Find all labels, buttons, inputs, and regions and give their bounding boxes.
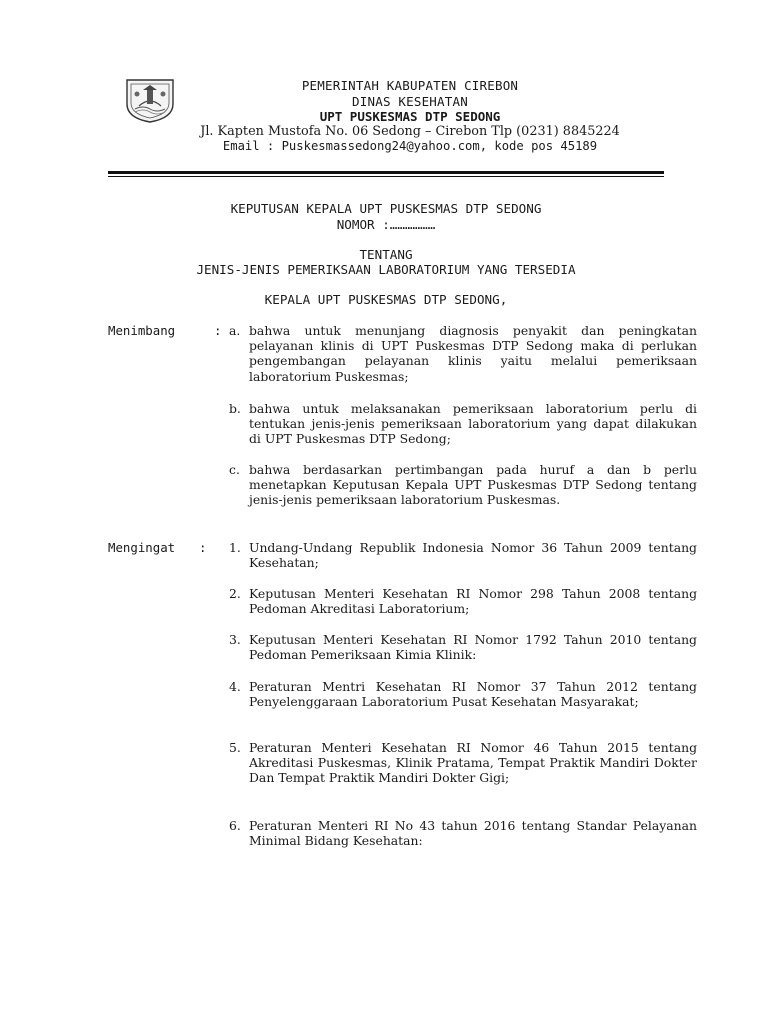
menimbang-item-a [229, 323, 697, 384]
mengingat-item-3 [229, 632, 697, 662]
mengingat-item-6 [229, 818, 697, 848]
decree-number: NOMOR :……………… [336, 217, 436, 232]
list-item-text: Keputusan Menteri Kesehatan RI Nomor 298 Tahun 2008 tentang Pedoman Akreditasi Laboratorium; [249, 586, 697, 617]
letterhead-institution: UPT PUSKESMAS DTP SEDONG [319, 109, 501, 124]
letterhead-government: PEMERINTAH KABUPATEN CIREBON [301, 78, 519, 93]
list-item-text: bahwa berdasarkan pertimbangan pada huruf a dan b perlu menetapkan Keputusan Kepala UPT Puskesmas DTP Sedong tentang jenis-jenis pemeriksaan laboratorium Puskesmas. [249, 462, 697, 508]
mengingat-item-2 [229, 586, 697, 616]
mengingat-item-1 [229, 540, 697, 570]
list-item-text: Peraturan Menteri RI No 43 tahun 2016 tentang Standar Pelayanan Minimal Bidang Kesehatan: [249, 818, 697, 849]
list-item-text: Keputusan Menteri Kesehatan RI Nomor 1792 Tahun 2010 tentang Pedoman Pemeriksaan Kimia Klinik: [249, 632, 697, 663]
decree-title: KEPUTUSAN KEPALA UPT PUSKESMAS DTP SEDONG [230, 201, 542, 216]
mengingat-label: Mengingat [108, 540, 176, 555]
list-item-text: Undang-Undang Republik Indonesia Nomor 36 Tahun 2009 tentang Kesehatan; [249, 540, 697, 571]
list-marker: a. [229, 323, 241, 338]
list-item-text: bahwa untuk menunjang diagnosis penyakit dan peningkatan pelayanan klinis di UPT Puskesmas DTP Sedong maka di perlukan pengembangan pelayanan klinis yaitu melalui pemeriksaan laboratorium Puskesmas; [249, 323, 697, 384]
menimbang-label: Menimbang [108, 323, 176, 338]
letterhead-address: Jl. Kapten Mustofa No. 06 Sedong – Cirebon Tlp (0231) 8845224 [200, 124, 620, 139]
mengingat-colon: : [199, 540, 207, 555]
list-marker: 6. [229, 818, 241, 833]
list-marker: 1. [229, 540, 241, 555]
decree-about-label: TENTANG [359, 247, 413, 262]
list-marker: c. [229, 462, 240, 477]
mengingat-item-5 [229, 740, 697, 786]
menimbang-item-b [229, 401, 697, 447]
mengingat-item-4 [229, 679, 697, 709]
decree-issuer: KEPALA UPT PUSKESMAS DTP SEDONG, [264, 292, 508, 307]
list-marker: 3. [229, 632, 241, 647]
letterhead-department: DINAS KESEHATAN [352, 94, 468, 109]
list-item-text: Peraturan Mentri Kesehatan RI Nomor 37 Tahun 2012 tentang Penyelenggaraan Laboratorium Pusat Kesehatan Masyarakat; [249, 679, 697, 710]
decree-subject: JENIS-JENIS PEMERIKSAAN LABORATORIUM YANG TERSEDIA [196, 262, 576, 277]
letterhead-email: Email : Puskesmassedong24@yahoo.com, kode pos 45189 [222, 139, 598, 153]
menimbang-colon: : [214, 323, 222, 338]
list-marker: 4. [229, 679, 241, 694]
list-item-text: bahwa untuk melaksanakan pemeriksaan laboratorium perlu di tentukan jenis-jenis pemeriksaan laboratorium yang dapat dilakukan di UPT Puskesmas DTP Sedong; [249, 401, 697, 447]
letterhead-divider-thick [108, 171, 664, 174]
list-marker: 2. [229, 586, 241, 601]
list-item-text: Peraturan Menteri Kesehatan RI Nomor 46 Tahun 2015 tentang Akreditasi Puskesmas, Klinik Pratama, Tempat Praktik Mandiri Dokter Dan Tempat Praktik Mandiri Dokter Gigi; [249, 740, 697, 786]
list-marker: 5. [229, 740, 241, 755]
menimbang-item-c [229, 462, 697, 508]
letterhead-divider-thin [108, 176, 664, 177]
list-marker: b. [229, 401, 241, 416]
